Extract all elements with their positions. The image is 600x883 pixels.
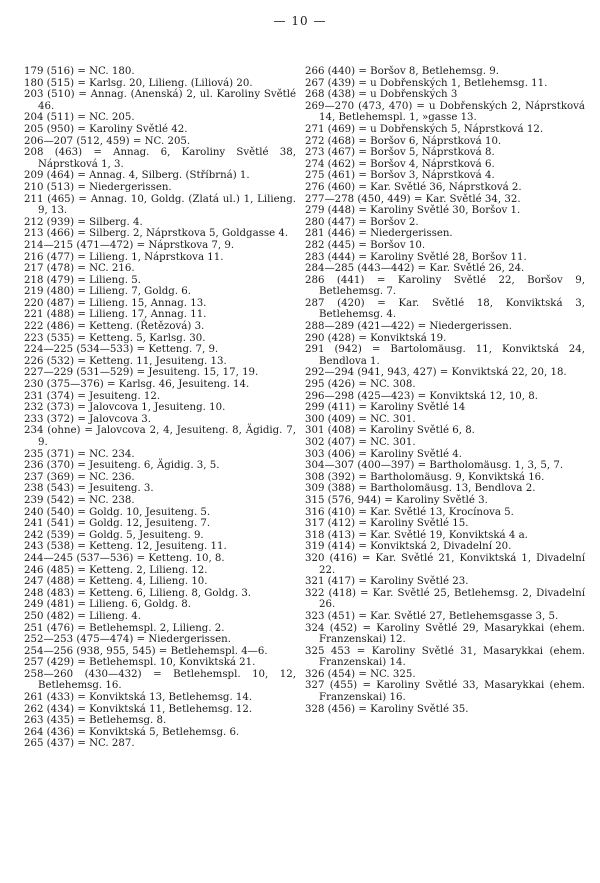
list-item: 257 (429) = Betlehemspl. 10, Konviktská 21. [24, 657, 256, 669]
list-item: 220 (487) = Lilieng. 15, Annag. 13. [24, 297, 207, 309]
list-item: 234 (ohne) = Jalovcova 2, 4, Jesuiteng. 8, Ägidig. 7, 9. [24, 425, 296, 448]
list-item: 216 (477) = Lilieng. 1, Náprstkova 11. [24, 251, 224, 263]
list-item: 232 (373) = Jalovcova 1, Jesuiteng. 10. [24, 402, 226, 414]
list-item: 251 (476) = Betlehemspl. 2, Lilieng. 2. [24, 622, 225, 634]
list-item: 227—229 (531—529) = Jesuiteng. 15, 17, 19. [24, 367, 259, 379]
list-item: 263 (435) = Betlehemsg. 8. [24, 715, 167, 727]
list-item: 287 (420) = Kar. Světlé 18, Konviktská 3, Betlehemsg. 4. [305, 297, 585, 321]
list-item: 317 (412) = Karoliny Světlé 15. [305, 518, 469, 530]
list-item: 219 (480) = Lilieng. 7, Goldg. 6. [24, 286, 191, 298]
list-item: 327 (455) = Karoliny Světlé 33, Masarykkai (ehem. Franzenskai) 16. [305, 680, 585, 704]
right-column [305, 66, 585, 715]
list-item: 299 (411) = Karoliny Světlé 14 [305, 402, 466, 414]
list-item: 282 (445) = Boršov 10. [305, 239, 426, 251]
list-item: 268 (438) = u Dobřenských 3 [305, 89, 458, 101]
list-item: 319 (414) = Konviktská 2, Divadelní 20. [305, 541, 512, 553]
list-item: 242 (539) = Goldg. 5, Jesuiteng. 9. [24, 529, 204, 541]
list-item: 252—253 (475—474) = Niedergerissen. [24, 634, 231, 646]
list-item: 304—307 (400—397) = Bartholomäusg. 1, 3, 5, 7. [305, 460, 564, 472]
list-item: 295 (426) = NC. 308. [305, 379, 416, 391]
list-item: 323 (451) = Kar. Světlé 27, Betlehemsgasse 3, 5. [305, 610, 559, 622]
list-item: 286 (441) = Karoliny Světlé 22, Boršov 9, Betlehemsg. 7. [305, 274, 585, 298]
list-item: 280 (447) = Boršov 2. [305, 216, 419, 228]
list-item: 221 (488) = Lilieng. 17, Annag. 11. [24, 309, 207, 321]
list-item: 262 (434) = Konviktská 11, Betlehemsg. 12. [24, 703, 253, 715]
list-item: 231 (374) = Jesuiteng. 12. [24, 390, 161, 402]
list-item: 318 (413) = Kar. Světlé 19, Konviktská 4 a. [305, 529, 528, 541]
list-item: 205 (950) = Karoliny Světlé 42. [24, 123, 188, 135]
list-item: 211 (465) = Annag. 10, Goldg. (Zlatá ul.) 1, Lilieng. 9, 13. [24, 193, 296, 217]
list-item: 324 (452) = Karoliny Světlé 29, Masarykkai (ehem. Franzenskai) 12. [305, 622, 585, 646]
left-column [24, 66, 296, 750]
list-item: 249 (481) = Lilieng. 6, Goldg. 8. [24, 599, 191, 611]
list-item: 302 (407) = NC. 301. [305, 437, 416, 448]
list-item: 180 (515) = Karlsg. 20, Lilieng. (Liliová) 20. [24, 77, 253, 89]
list-item: 212 (939) = Silberg. 4. [24, 216, 143, 228]
list-item: 236 (370) = Jesuiteng. 6, Ägidig. 3, 5. [24, 460, 220, 472]
list-item: 246 (485) = Ketteng. 2, Lilieng. 12. [24, 564, 208, 576]
list-item: 213 (466) = Silberg. 2, Náprstkova 5, Goldgasse 4. [24, 228, 289, 240]
list-item: 265 (437) = NC. 287. [24, 738, 135, 750]
list-item: 233 (372) = Jalovcova 3. [24, 413, 152, 425]
list-item: 209 (464) = Annag. 4, Silberg. (Stříbrná) 1. [24, 170, 250, 182]
list-item: 272 (468) = Boršov 6, Náprstková 10. [305, 135, 502, 147]
list-item: 223 (535) = Ketteng. 5, Karlsg. 30. [24, 332, 206, 344]
page-number: — 10 — [273, 14, 327, 28]
list-item: 279 (448) = Karoliny Světlé 30, Boršov 1. [305, 205, 521, 217]
list-item: 204 (511) = NC. 205. [24, 112, 135, 124]
list-item: 244—245 (537—536) = Ketteng. 10, 8. [24, 552, 225, 564]
list-item: 269—270 (473, 470) = u Dobřenských 2, Náprstková 14, Betlehemspl. 1, »gasse 13. [305, 100, 585, 124]
list-item: 238 (543) = Jesuiteng. 3. [24, 483, 154, 495]
list-item: 309 (388) = Bartholomäusg. 13, Bendlova 2. [305, 483, 536, 495]
list-item: 237 (369) = NC. 236. [24, 471, 135, 483]
list-item: 283 (444) = Karoliny Světlé 28, Boršov 11. [305, 251, 527, 263]
list-item: 288—289 (421—422) = Niedergerissen. [305, 321, 512, 333]
list-item: 308 (392) = Bartholomäusg. 9, Konviktská 16. [305, 471, 545, 483]
list-item: 266 (440) = Boršov 8, Betlehemsg. 9. [305, 66, 499, 77]
list-item: 247 (488) = Ketteng. 4, Lilieng. 10. [24, 576, 208, 588]
list-item: 179 (516) = NC. 180. [24, 66, 135, 77]
list-item: 243 (538) = Ketteng. 12, Jesuiteng. 11. [24, 541, 227, 553]
list-item: 303 (406) = Karoliny Světlé 4. [305, 448, 462, 460]
list-item: 320 (416) = Kar. Světlé 21, Konviktská 1, Divadelní 22. [305, 552, 585, 576]
list-item: 240 (540) = Goldg. 10, Jesuiteng. 5. [24, 506, 211, 518]
list-item: 267 (439) = u Dobřenských 1, Betlehemsg. 11. [305, 77, 548, 89]
list-item: 284—285 (443—442) = Kar. Světlé 26, 24. [305, 263, 525, 275]
list-item: 326 (454) = NC. 325. [305, 668, 416, 680]
list-item: 301 (408) = Karoliny Světlé 6, 8. [305, 425, 475, 437]
list-item: 274 (462) = Boršov 4, Náprstková 6. [305, 158, 495, 170]
list-item: 203 (510) = Annag. (Anenská) 2, ul. Karoliny Světlé 46. [24, 89, 296, 112]
list-item: 226 (532) = Ketteng. 11, Jesuiteng. 13. [24, 355, 227, 367]
list-item: 248 (483) = Ketteng. 6, Lilieng. 8, Goldg. 3. [24, 587, 252, 599]
list-item: 328 (456) = Karoliny Světlé 35. [305, 703, 469, 715]
list-item: 275 (461) = Boršov 3, Náprstková 4. [305, 170, 495, 182]
list-item: 206—207 (512, 459) = NC. 205. [24, 135, 191, 147]
list-item: 325 453 = Karoliny Světlé 31, Masarykkai (ehem. Franzenskai) 14. [305, 645, 585, 669]
list-item: 235 (371) = NC. 234. [24, 448, 135, 460]
list-item: 239 (542) = NC. 238. [24, 494, 135, 506]
list-item: 273 (467) = Boršov 5, Náprstková 8. [305, 147, 495, 159]
list-item: 258—260 (430—432) = Betlehemspl. 10, 12, Betlehemsg. 16. [24, 668, 296, 692]
list-item: 241 (541) = Goldg. 12, Jesuiteng. 7. [24, 518, 211, 530]
list-item: 321 (417) = Karoliny Světlé 23. [305, 576, 469, 588]
list-item: 261 (433) = Konviktská 13, Betlehemsg. 14. [24, 692, 253, 704]
list-item: 322 (418) = Kar. Světlé 25, Betlehemsg. 2, Divadelní 26. [305, 587, 585, 611]
list-item: 222 (486) = Ketteng. (Řetězová) 3. [24, 321, 205, 333]
list-item: 276 (460) = Kar. Světlé 36, Náprstková 2. [305, 181, 522, 193]
list-item: 292—294 (941, 943, 427) = Konviktská 22, 20, 18. [305, 367, 567, 379]
list-item: 208 (463) = Annag. 6, Karoliny Světlé 38, Náprstková 1, 3. [24, 147, 296, 170]
list-item: 300 (409) = NC. 301. [305, 413, 416, 425]
list-item: 254—256 (938, 955, 545) = Betlehemspl. 4—6. [24, 645, 268, 657]
list-item: 315 (576, 944) = Karoliny Světlé 3. [305, 494, 488, 506]
list-item: 316 (410) = Kar. Světlé 13, Krocínova 5. [305, 506, 514, 518]
list-item: 210 (513) = Niedergerissen. [24, 181, 172, 193]
list-item: 214—215 (471—472) = Náprstkova 7, 9. [24, 239, 235, 251]
list-item: 217 (478) = NC. 216. [24, 263, 135, 275]
list-item: 281 (446) = Niedergerissen. [305, 228, 453, 240]
list-item: 296—298 (425—423) = Konviktská 12, 10, 8. [305, 390, 538, 402]
list-item: 264 (436) = Konviktská 5, Betlehemsg. 6. [24, 726, 240, 738]
list-item: 277—278 (450, 449) = Kar. Světlé 34, 32. [305, 193, 521, 205]
list-item: 291 (942) = Bartolomäusg. 11, Konviktská 24, Bendlova 1. [305, 344, 585, 367]
list-item: 290 (428) = Konviktská 19. [305, 332, 447, 344]
list-item: 271 (469) = u Dobřenských 5, Náprstková 12. [305, 123, 544, 135]
list-item: 224—225 (534—533) = Ketteng. 7, 9. [24, 344, 219, 356]
list-item: 218 (479) = Lilieng. 5. [24, 274, 141, 286]
list-item: 250 (482) = Lilieng. 4. [24, 610, 141, 622]
list-item: 230 (375—376) = Karlsg. 46, Jesuiteng. 14. [24, 379, 250, 391]
